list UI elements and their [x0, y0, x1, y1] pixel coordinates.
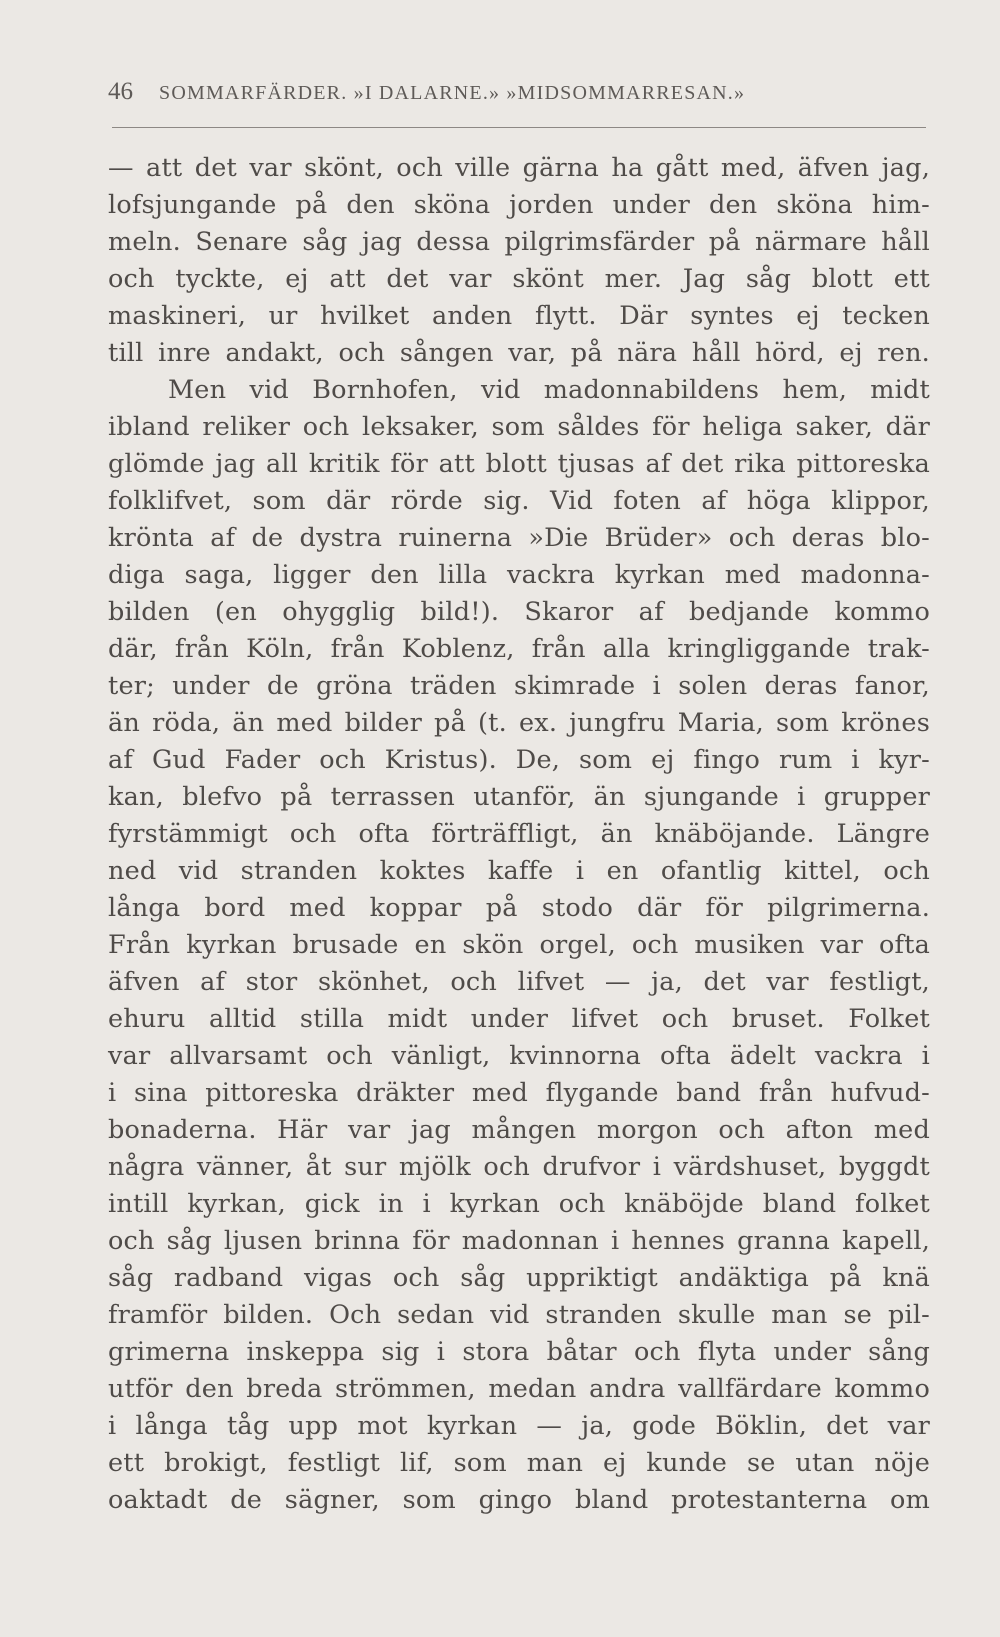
text-line: några vänner, åt sur mjölk och drufvor i värdshuset, byggdt: [108, 1152, 930, 1182]
text-line: af Gud Fader och Kristus). De, som ej fingo rum i kyr-: [108, 745, 930, 775]
running-head: SOMMARFÄRDER. »I DALARNE.» »MIDSOMMARRESAN.»: [159, 82, 746, 104]
text-line: intill kyrkan, gick in i kyrkan och knäböjde bland folket: [108, 1189, 930, 1219]
header-rule: [112, 127, 926, 128]
text-line: meln. Senare såg jag dessa pilgrimsfärder på närmare håll: [108, 227, 930, 257]
text-line: glömde jag all kritik för att blott tjusas af det rika pittoreska: [108, 449, 930, 479]
text-line: där, från Köln, från Koblenz, från alla kringliggande trak-: [108, 634, 930, 664]
text-line: diga saga, ligger den lilla vackra kyrkan med madonna-: [108, 560, 930, 590]
text-line: bilden (en ohygglig bild!). Skaror af bedjande kommo: [108, 597, 930, 627]
text-line: fyrstämmigt och ofta förträffligt, än knäböjande. Längre: [108, 819, 930, 849]
text-line: och såg ljusen brinna för madonnan i hennes granna kapell,: [108, 1226, 930, 1256]
text-line: framför bilden. Och sedan vid stranden skulle man se pil-: [108, 1300, 930, 1330]
text-line: ehuru alltid stilla midt under lifvet och bruset. Folket: [108, 1004, 930, 1034]
text-line: såg radband vigas och såg uppriktigt andäktiga på knä: [108, 1263, 930, 1293]
text-line: långa bord med koppar på stodo där för pilgrimerna.: [108, 893, 930, 923]
text-line: och tyckte, ej att det var skönt mer. Jag såg blott ett: [108, 264, 930, 294]
text-line: ett brokigt, festligt lif, som man ej kunde se utan nöje: [108, 1448, 930, 1478]
text-line: till inre andakt, och sången var, på nära håll hörd, ej ren.: [108, 338, 930, 368]
page-header: [108, 78, 926, 118]
text-line: ibland reliker och leksaker, som såldes för heliga saker, där: [108, 412, 930, 442]
text-line: i sina pittoreska dräkter med flygande band från hufvud-: [108, 1078, 930, 1108]
text-line: ned vid stranden koktes kaffe i en ofantlig kittel, och: [108, 856, 930, 886]
text-line: utför den breda strömmen, medan andra vallfärdare kommo: [108, 1374, 930, 1404]
text-line: bonaderna. Här var jag mången morgon och afton med: [108, 1115, 930, 1145]
text-line: krönta af de dystra ruinerna »Die Brüder» och deras blo-: [108, 523, 930, 553]
text-line: i långa tåg upp mot kyrkan — ja, gode Böklin, det var: [108, 1411, 930, 1441]
text-line: Från kyrkan brusade en skön orgel, och musiken var ofta: [108, 930, 930, 960]
text-line: ter; under de gröna träden skimrade i solen deras fanor,: [108, 671, 930, 701]
text-line: var allvarsamt och vänligt, kvinnorna ofta ädelt vackra i: [108, 1041, 930, 1071]
page-number: 46: [108, 78, 133, 105]
paragraph-first-line: Men vid Bornhofen, vid madonnabildens hem, midt: [168, 375, 930, 405]
text-line: lofsjungande på den sköna jorden under den sköna him-: [108, 190, 930, 220]
body-text: [108, 150, 930, 1519]
text-line: oaktadt de sägner, som gingo bland protestanterna om: [108, 1485, 930, 1515]
text-line: grimerna inskeppa sig i stora båtar och flyta under sång: [108, 1337, 930, 1367]
text-line: maskineri, ur hvilket anden flytt. Där syntes ej tecken: [108, 301, 930, 331]
text-line: kan, blefvo på terrassen utanför, än sjungande i grupper: [108, 782, 930, 812]
text-line: äfven af stor skönhet, och lifvet — ja, det var festligt,: [108, 967, 930, 997]
text-line: än röda, än med bilder på (t. ex. jungfru Maria, som krönes: [108, 708, 930, 738]
text-line: folklifvet, som där rörde sig. Vid foten af höga klippor,: [108, 486, 930, 516]
text-line: — att det var skönt, och ville gärna ha gått med, äfven jag,: [108, 153, 930, 183]
